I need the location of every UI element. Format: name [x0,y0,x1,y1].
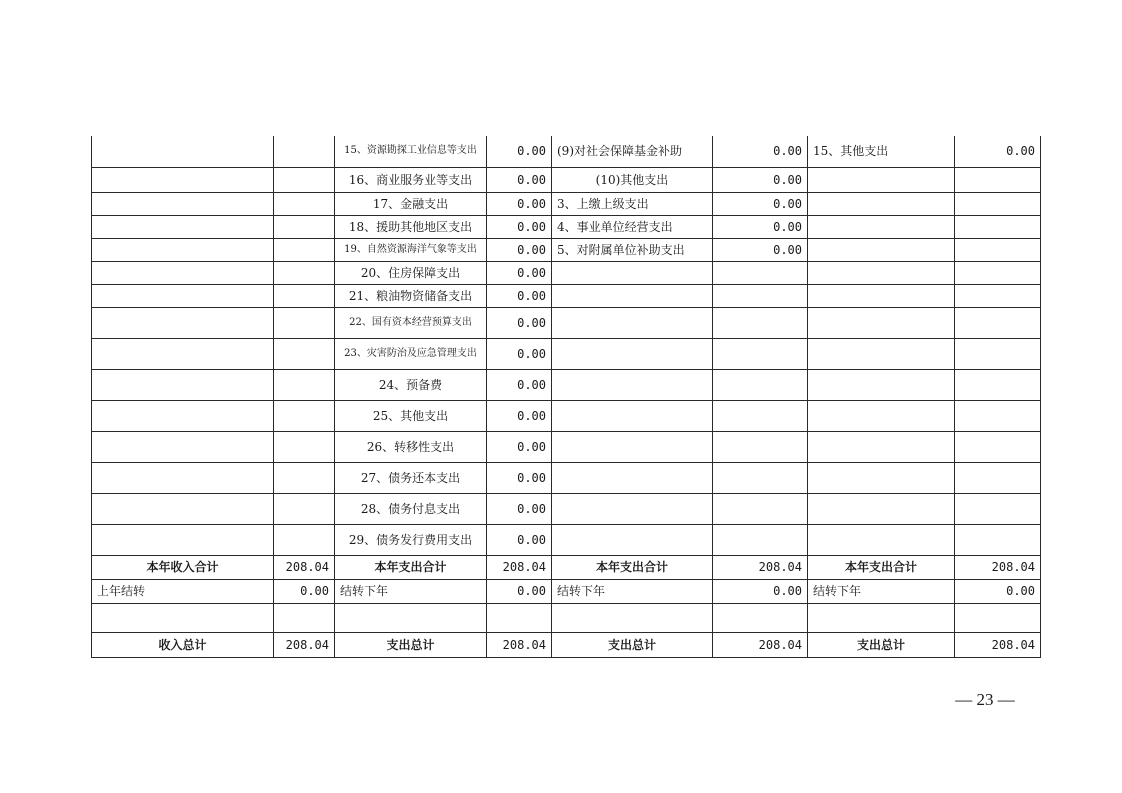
expense2-amount-cell [713,603,808,632]
expense-item-cell: 20、住房保障支出 [335,261,487,284]
income-amount-cell: 0.00 [274,579,335,603]
income-amount-cell [274,192,335,215]
expense2-item-cell [552,400,713,431]
table-row [92,238,1041,261]
table-row [92,307,1041,338]
expense2-item-cell [552,369,713,400]
expense2-item-cell: 5、对附属单位补助支出 [552,238,713,261]
expense2-item-cell [552,431,713,462]
page-number: — 23 — [955,690,1015,709]
income-item-cell [92,238,274,261]
expense3-amount-cell [955,215,1041,238]
expense3-amount-cell: 208.04 [955,555,1041,579]
income-item-cell [92,261,274,284]
income-item-cell: 上年结转 [92,579,274,603]
expense-item-cell: 支出总计 [335,632,487,657]
expense2-amount-cell: 0.00 [713,192,808,215]
table-row [92,400,1041,431]
expense-amount-cell: 0.00 [487,369,552,400]
expense3-item-cell [808,238,955,261]
expense2-item-cell [552,493,713,524]
expense-amount-cell: 0.00 [487,431,552,462]
expense-item-cell: 25、其他支出 [335,400,487,431]
expense2-item-cell [552,261,713,284]
expense3-amount-cell: 0.00 [955,136,1041,167]
income-amount-cell [274,136,335,167]
expense-item-cell: 26、转移性支出 [335,431,487,462]
expense2-item-cell [552,307,713,338]
income-item-cell [92,136,274,167]
expense-amount-cell: 0.00 [487,261,552,284]
table-row [92,524,1041,555]
expense3-item-cell: 15、其他支出 [808,136,955,167]
expense-amount-cell: 0.00 [487,136,552,167]
expense2-amount-cell [713,493,808,524]
expense-amount-cell: 0.00 [487,462,552,493]
expense-item-cell: 29、债务发行费用支出 [335,524,487,555]
expense-item-cell: 结转下年 [335,579,487,603]
expense2-amount-cell: 0.00 [713,238,808,261]
budget-table [91,136,1041,658]
table-row [92,431,1041,462]
expense2-amount-cell [713,431,808,462]
expense-item-cell: 28、债务付息支出 [335,493,487,524]
table-row [92,338,1041,369]
table-row [92,215,1041,238]
table-row [92,369,1041,400]
income-item-cell [92,215,274,238]
income-item-cell [92,192,274,215]
income-amount-cell [274,431,335,462]
expense-amount-cell: 208.04 [487,555,552,579]
expense3-amount-cell [955,338,1041,369]
expense2-item-cell: (10)其他支出 [552,167,713,192]
expense-item-cell: 15、资源勘探工业信息等支出 [335,136,487,167]
income-amount-cell [274,524,335,555]
income-amount-cell [274,261,335,284]
table-row [92,555,1041,579]
expense3-amount-cell [955,462,1041,493]
expense2-item-cell [552,603,713,632]
expense3-item-cell [808,192,955,215]
table-body [92,136,1041,657]
income-amount-cell: 208.04 [274,632,335,657]
expense3-item-cell [808,400,955,431]
income-item-cell [92,369,274,400]
expense2-item-cell [552,462,713,493]
expense2-amount-cell: 208.04 [713,555,808,579]
expense2-amount-cell [713,338,808,369]
expense3-item-cell: 本年支出合计 [808,555,955,579]
income-amount-cell [274,215,335,238]
income-amount-cell [274,307,335,338]
expense3-item-cell [808,167,955,192]
expense2-amount-cell: 0.00 [713,579,808,603]
expense3-amount-cell [955,238,1041,261]
expense2-amount-cell [713,400,808,431]
expense-amount-cell [487,603,552,632]
expense2-amount-cell [713,462,808,493]
expense3-amount-cell [955,431,1041,462]
income-item-cell [92,167,274,192]
expense-item-cell: 18、援助其他地区支出 [335,215,487,238]
expense3-amount-cell [955,261,1041,284]
table-row [92,632,1041,657]
expense-amount-cell: 208.04 [487,632,552,657]
expense3-item-cell [808,369,955,400]
expense2-amount-cell: 208.04 [713,632,808,657]
expense-amount-cell: 0.00 [487,400,552,431]
expense-amount-cell: 0.00 [487,238,552,261]
expense2-item-cell [552,284,713,307]
income-item-cell: 收入总计 [92,632,274,657]
expense2-item-cell: 结转下年 [552,579,713,603]
expense3-amount-cell: 0.00 [955,579,1041,603]
income-item-cell [92,524,274,555]
expense3-amount-cell: 208.04 [955,632,1041,657]
expense-item-cell [335,603,487,632]
expense3-item-cell [808,215,955,238]
expense3-item-cell [808,338,955,369]
expense2-amount-cell [713,524,808,555]
expense-item-cell: 24、预备费 [335,369,487,400]
expense-amount-cell: 0.00 [487,307,552,338]
income-item-cell [92,338,274,369]
expense3-item-cell: 支出总计 [808,632,955,657]
expense-amount-cell: 0.00 [487,493,552,524]
expense3-item-cell [808,462,955,493]
income-amount-cell [274,167,335,192]
expense2-amount-cell [713,261,808,284]
expense2-item-cell: 4、事业单位经营支出 [552,215,713,238]
expense3-item-cell [808,284,955,307]
expense2-item-cell [552,524,713,555]
expense3-item-cell [808,261,955,284]
income-item-cell: 本年收入合计 [92,555,274,579]
expense-item-cell: 本年支出合计 [335,555,487,579]
income-amount-cell [274,284,335,307]
income-amount-cell [274,238,335,261]
expense3-item-cell [808,307,955,338]
table-row [92,261,1041,284]
expense-item-cell: 21、粮油物资储备支出 [335,284,487,307]
table-row [92,284,1041,307]
expense-amount-cell: 0.00 [487,579,552,603]
expense3-amount-cell [955,369,1041,400]
expense3-amount-cell [955,284,1041,307]
expense-item-cell: 19、自然资源海洋气象等支出 [335,238,487,261]
income-amount-cell [274,462,335,493]
income-item-cell [92,284,274,307]
income-amount-cell [274,369,335,400]
expense-amount-cell: 0.00 [487,215,552,238]
expense3-item-cell [808,431,955,462]
income-amount-cell: 208.04 [274,555,335,579]
expense3-amount-cell [955,307,1041,338]
expense3-item-cell [808,603,955,632]
expense3-item-cell [808,524,955,555]
expense-amount-cell: 0.00 [487,192,552,215]
expense2-amount-cell: 0.00 [713,215,808,238]
income-item-cell [92,462,274,493]
income-item-cell [92,307,274,338]
income-amount-cell [274,493,335,524]
expense2-item-cell: 3、上缴上级支出 [552,192,713,215]
expense3-amount-cell [955,524,1041,555]
expense2-amount-cell: 0.00 [713,136,808,167]
expense2-amount-cell [713,284,808,307]
expense3-amount-cell [955,400,1041,431]
expense2-amount-cell [713,369,808,400]
expense-item-cell: 23、灾害防治及应急管理支出 [335,338,487,369]
expense-item-cell: 17、金融支出 [335,192,487,215]
expense-amount-cell: 0.00 [487,524,552,555]
expense2-item-cell: 本年支出合计 [552,555,713,579]
expense3-item-cell: 结转下年 [808,579,955,603]
table-row [92,192,1041,215]
table-row [92,579,1041,603]
table-row [92,462,1041,493]
table-row [92,493,1041,524]
expense3-amount-cell [955,493,1041,524]
expense2-amount-cell [713,307,808,338]
expense3-amount-cell [955,603,1041,632]
expense3-amount-cell [955,167,1041,192]
expense-amount-cell: 0.00 [487,338,552,369]
expense2-amount-cell: 0.00 [713,167,808,192]
expense2-item-cell [552,338,713,369]
expense-amount-cell: 0.00 [487,167,552,192]
income-amount-cell [274,603,335,632]
expense3-amount-cell [955,192,1041,215]
expense-item-cell: 27、债务还本支出 [335,462,487,493]
income-item-cell [92,493,274,524]
income-item-cell [92,400,274,431]
income-item-cell [92,431,274,462]
table-row [92,167,1041,192]
expense-item-cell: 16、商业服务业等支出 [335,167,487,192]
income-item-cell [92,603,274,632]
expense2-item-cell: 支出总计 [552,632,713,657]
income-amount-cell [274,400,335,431]
table-row [92,603,1041,632]
expense-amount-cell: 0.00 [487,284,552,307]
expense2-item-cell: (9)对社会保障基金补助 [552,136,713,167]
expense3-item-cell [808,493,955,524]
table-row [92,136,1041,167]
income-amount-cell [274,338,335,369]
expense-item-cell: 22、国有资本经营预算支出 [335,307,487,338]
